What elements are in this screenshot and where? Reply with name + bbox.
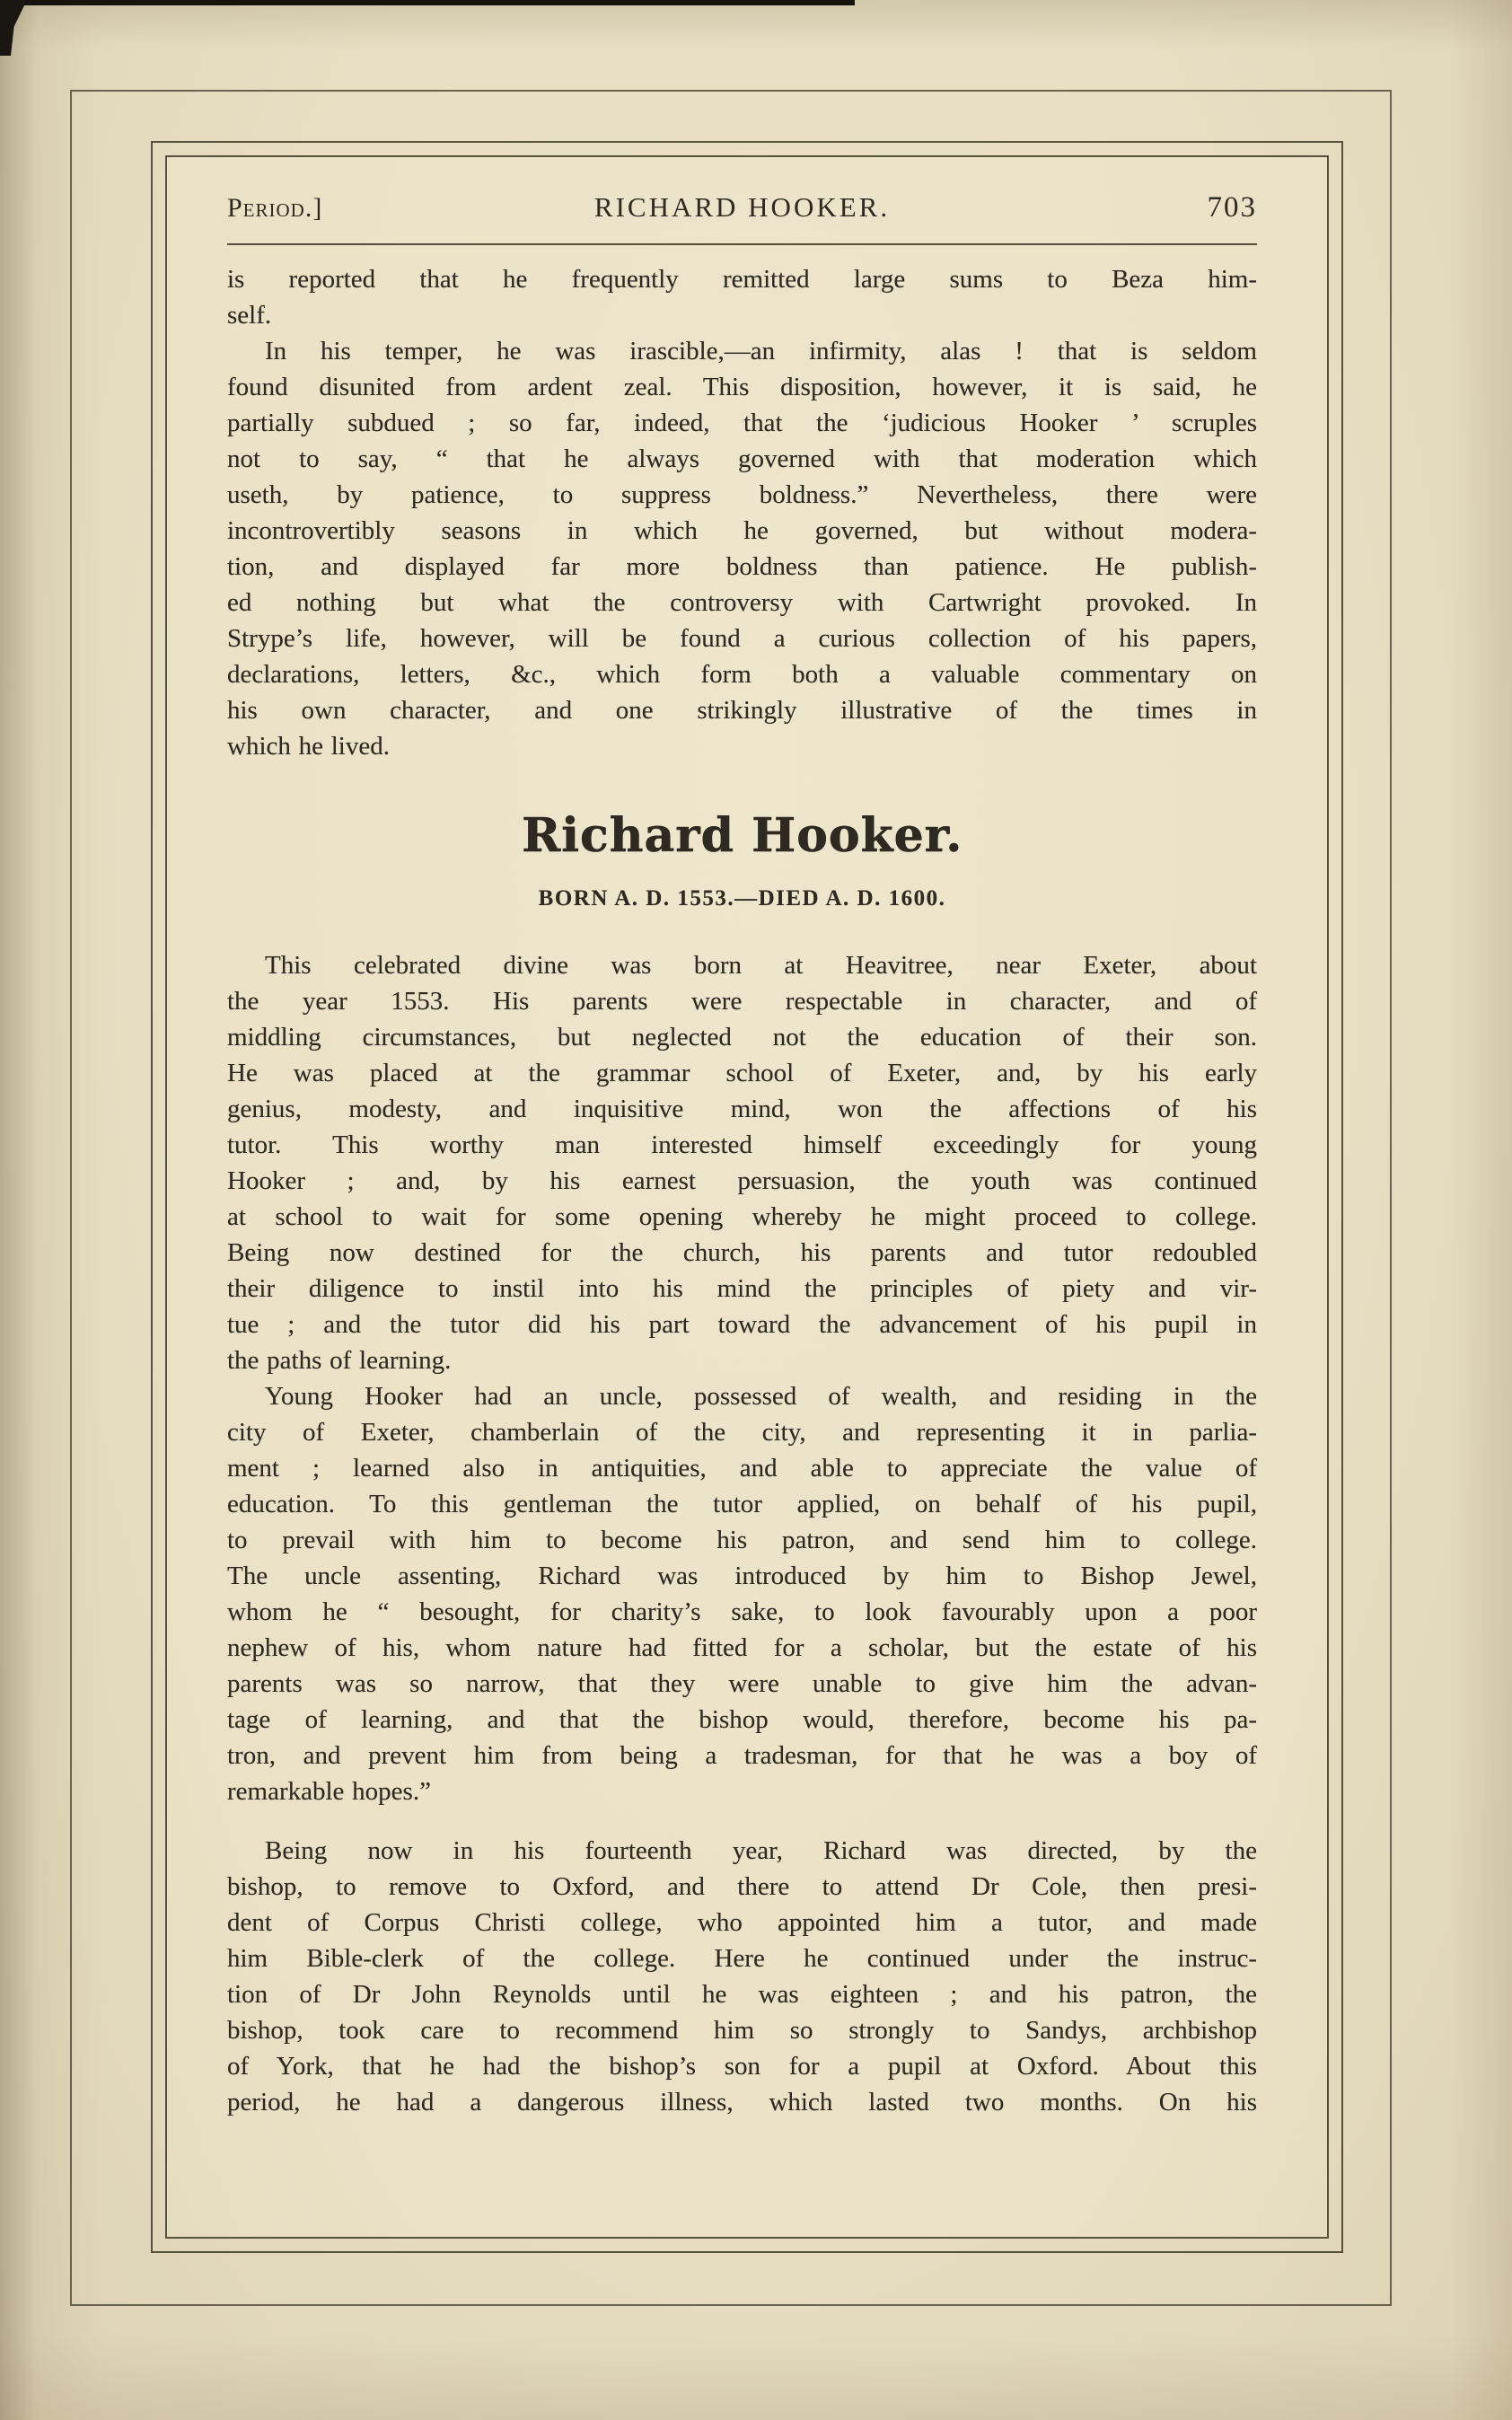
paragraph: [227, 1833, 1257, 2120]
text-line: middling circumstances, but neglected not the education of their son.: [227, 1022, 1257, 1052]
text-line: city of Exeter, chamberlain of the city, and representing it in parlia-: [227, 1417, 1257, 1447]
article-heading: Richard Hooker.: [521, 808, 963, 863]
text-line: him Bible-clerk of the college. Here he continued under the instruc-: [227, 1943, 1257, 1973]
text-line: tue ; and the tutor did his part toward the advancement of his pupil in: [227, 1309, 1257, 1339]
paragraph: [227, 333, 1257, 764]
text-line: He was placed at the grammar school of Exeter, and, by his early: [227, 1058, 1257, 1087]
paragraph: [227, 947, 1257, 1378]
text-line: is reported that he frequently remitted large sums to Beza him-: [227, 265, 1257, 294]
text-line: parents was so narrow, that they were unable to give him the advan-: [227, 1668, 1257, 1698]
text-line: This celebrated divine was born at Heavitree, near Exeter, about: [265, 950, 1257, 980]
text-line: tion of Dr John Reynolds until he was eighteen ; and his patron, the: [227, 1979, 1257, 2009]
text-line: useth, by patience, to suppress boldness.” Nevertheless, there were: [227, 480, 1257, 509]
text-line: ed nothing but what the controversy with Cartwright provoked. In: [227, 588, 1257, 617]
text-line: Being now in his fourteenth year, Richard was directed, by the: [265, 1835, 1257, 1865]
page-number: 703: [1207, 191, 1257, 224]
text-line: remarkable hopes.”: [227, 1776, 431, 1806]
life-dates: BORN A. D. 1553.—DIED A. D. 1600.: [538, 885, 946, 911]
text-line: his own character, and one strikingly illustrative of the times in: [227, 696, 1257, 725]
text-line: which he lived.: [227, 732, 390, 761]
running-head: [227, 191, 1257, 231]
text-line: education. To this gentleman the tutor applied, on behalf of his pupil,: [227, 1489, 1257, 1518]
text-line: Hooker ; and, by his earnest persuasion, the youth was continued: [227, 1166, 1257, 1195]
paragraph: [227, 261, 1257, 333]
text-line: to prevail with him to become his patron, and send him to college.: [227, 1525, 1257, 1554]
text-line: ment ; learned also in antiquities, and able to appreciate the value of: [227, 1453, 1257, 1483]
text-line: the year 1553. His parents were respectable in character, and of: [227, 986, 1257, 1016]
text-line: dent of Corpus Christi college, who appointed him a tutor, and made: [227, 1907, 1257, 1937]
scan-corner-artifact: [0, 0, 27, 56]
scan-edge-artifact: [0, 0, 855, 5]
text-line: self.: [227, 301, 272, 330]
text-line: Strype’s life, however, will be found a curious collection of his papers,: [227, 624, 1257, 653]
text-line: tron, and prevent him from being a tradesman, for that he was a boy of: [227, 1740, 1257, 1770]
text-line: tage of learning, and that the bishop would, therefore, become his pa-: [227, 1704, 1257, 1734]
text-line: Young Hooker had an uncle, possessed of wealth, and residing in the: [265, 1381, 1257, 1411]
text-line: declarations, letters, &c., which form both a valuable commentary on: [227, 660, 1257, 689]
page-content: [227, 191, 1257, 2120]
text-line: partially subdued ; so far, indeed, that the ‘judicious Hooker ’ scruples: [227, 409, 1257, 437]
intro-paragraphs: [227, 261, 1257, 764]
text-line: found disunited from ardent zeal. This disposition, however, it is said, he: [227, 373, 1257, 401]
paragraph: [227, 1378, 1257, 1809]
biography-paragraphs: [227, 947, 1257, 2120]
text-line: bishop, to remove to Oxford, and there to attend Dr Cole, then presi-: [227, 1871, 1257, 1901]
running-head-period: Period.]: [227, 193, 323, 223]
text-line: genius, modesty, and inquisitive mind, won the affections of his: [227, 1094, 1257, 1123]
text-line: their diligence to instil into his mind the principles of piety and vir-: [227, 1273, 1257, 1303]
text-line: incontrovertibly seasons in which he governed, but without modera-: [227, 516, 1257, 545]
text-line: Being now destined for the church, his parents and tutor redoubled: [227, 1237, 1257, 1267]
text-line: nephew of his, whom nature had fitted for a scholar, but the estate of his: [227, 1632, 1257, 1662]
text-line: tion, and displayed far more boldness than patience. He publish-: [227, 552, 1257, 581]
text-line: tutor. This worthy man interested himself exceedingly for young: [227, 1130, 1257, 1159]
text-line: not to say, “ that he always governed with that moderation which: [227, 444, 1257, 473]
header-rule: [227, 243, 1257, 245]
text-line: the paths of learning.: [227, 1345, 452, 1375]
text-line: In his temper, he was irascible,—an infirmity, alas ! that is seldom: [265, 337, 1257, 365]
text-line: at school to wait for some opening whereby he might proceed to college.: [227, 1201, 1257, 1231]
text-line: period, he had a dangerous illness, which lasted two months. On his: [227, 2087, 1257, 2116]
text-line: whom he “ besought, for charity’s sake, to look favourably upon a poor: [227, 1597, 1257, 1626]
text-line: The uncle assenting, Richard was introduced by him to Bishop Jewel,: [227, 1561, 1257, 1590]
running-head-title: RICHARD HOOKER.: [593, 191, 891, 223]
text-line: of York, that he had the bishop’s son for a pupil at Oxford. About this: [227, 2051, 1257, 2081]
text-line: bishop, took care to recommend him so strongly to Sandys, archbishop: [227, 2015, 1257, 2045]
